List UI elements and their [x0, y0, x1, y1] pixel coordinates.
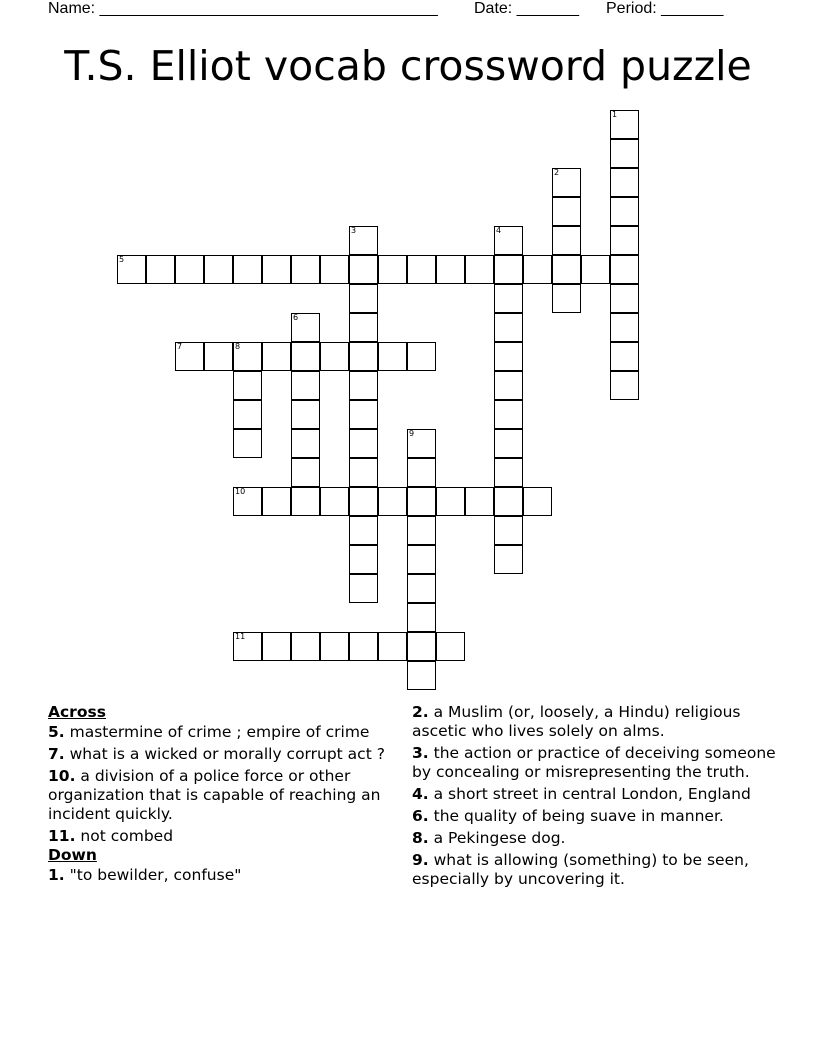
grid-cell[interactable]: [291, 632, 320, 661]
cell-number: 6: [293, 313, 299, 322]
cell-number: 9: [409, 429, 415, 438]
clue-number: 3.: [412, 744, 429, 762]
cell-number: 3: [351, 226, 357, 235]
grid-cell[interactable]: [494, 458, 523, 487]
grid-cell[interactable]: [378, 487, 407, 516]
grid-cell[interactable]: [523, 255, 552, 284]
grid-cell[interactable]: [320, 255, 349, 284]
clue-number: 7.: [48, 745, 65, 763]
grid-cell[interactable]: [349, 226, 378, 255]
grid-cell[interactable]: [407, 574, 436, 603]
grid-cell[interactable]: [204, 342, 233, 371]
grid-cell[interactable]: [175, 342, 204, 371]
grid-cell[interactable]: [262, 632, 291, 661]
across-clue-11: [48, 827, 396, 846]
grid-cell[interactable]: [610, 139, 639, 168]
grid-cell[interactable]: [291, 429, 320, 458]
grid-cell[interactable]: [233, 371, 262, 400]
grid-cell[interactable]: [349, 313, 378, 342]
cell-number: 4: [496, 226, 502, 235]
grid-cell[interactable]: [552, 168, 581, 197]
grid-cell[interactable]: [349, 545, 378, 574]
grid-cell[interactable]: [349, 516, 378, 545]
clue-number: 9.: [412, 851, 429, 869]
grid-cell[interactable]: [494, 516, 523, 545]
cell-number: 7: [177, 342, 183, 351]
grid-cell[interactable]: [494, 342, 523, 371]
grid-cell[interactable]: [233, 487, 262, 516]
date-field-label: Date: _______: [474, 0, 579, 17]
grid-cell[interactable]: [291, 255, 320, 284]
grid-cell[interactable]: [233, 342, 262, 371]
grid-cell[interactable]: [291, 342, 320, 371]
across-clue-7: [48, 745, 396, 764]
grid-cell[interactable]: [610, 226, 639, 255]
period-field-label: Period: _______: [606, 0, 724, 17]
grid-cell[interactable]: [320, 342, 349, 371]
grid-cell[interactable]: [610, 197, 639, 226]
grid-cell[interactable]: [494, 313, 523, 342]
clue-text: mastermine of crime ; empire of crime: [69, 723, 370, 741]
grid-cell[interactable]: [349, 632, 378, 661]
grid-cell[interactable]: [407, 661, 436, 690]
cell-number: 2: [554, 168, 560, 177]
down-clue-6: [412, 807, 782, 826]
grid-cell[interactable]: [291, 458, 320, 487]
grid-cell[interactable]: [581, 255, 610, 284]
down-clue-2: [412, 703, 782, 741]
page-title: T.S. Elliot vocab crossword puzzle: [64, 42, 752, 90]
grid-cell[interactable]: [349, 458, 378, 487]
grid-cell[interactable]: [552, 226, 581, 255]
clue-text: a division of a police force or other organization that is capable of reaching an incident quickly.: [48, 767, 381, 823]
cell-number: 11: [235, 632, 246, 641]
cell-number: 10: [235, 487, 246, 496]
grid-cell[interactable]: [436, 255, 465, 284]
grid-cell[interactable]: [117, 255, 146, 284]
clue-number: 5.: [48, 723, 65, 741]
grid-cell[interactable]: [494, 226, 523, 255]
clue-text: "to bewilder, confuse": [69, 866, 242, 884]
grid-cell[interactable]: [349, 574, 378, 603]
grid-cell[interactable]: [465, 487, 494, 516]
grid-cell[interactable]: [233, 400, 262, 429]
grid-cell[interactable]: [407, 632, 436, 661]
grid-cell[interactable]: [610, 168, 639, 197]
grid-cell[interactable]: [494, 255, 523, 284]
grid-cell[interactable]: [349, 400, 378, 429]
clue-number: 10.: [48, 767, 76, 785]
clue-text: what is allowing (something) to be seen, especially by uncovering it.: [412, 851, 749, 888]
clue-text: the action or practice of deceiving someone by concealing or misrepresenting the truth.: [412, 744, 776, 781]
clue-number: 6.: [412, 807, 429, 825]
grid-cell[interactable]: [407, 458, 436, 487]
grid-cell[interactable]: [262, 342, 291, 371]
grid-cell[interactable]: [349, 284, 378, 313]
grid-cell[interactable]: [291, 371, 320, 400]
grid-cell[interactable]: [494, 487, 523, 516]
grid-cell[interactable]: [349, 429, 378, 458]
grid-cell[interactable]: [407, 545, 436, 574]
clue-text: a Muslim (or, loosely, a Hindu) religious ascetic who lives solely on alms.: [412, 703, 741, 740]
cell-number: 5: [119, 255, 125, 264]
grid-cell[interactable]: [610, 110, 639, 139]
grid-cell[interactable]: [552, 284, 581, 313]
grid-cell[interactable]: [175, 255, 204, 284]
clue-number: 2.: [412, 703, 429, 721]
clue-text: a short street in central London, England: [433, 785, 751, 803]
grid-cell[interactable]: [407, 342, 436, 371]
down-clue-9: [412, 851, 782, 889]
grid-cell[interactable]: [146, 255, 175, 284]
clues-left-column: [48, 703, 396, 885]
grid-cell[interactable]: [494, 545, 523, 574]
grid-cell[interactable]: [349, 342, 378, 371]
grid-cell[interactable]: [233, 255, 262, 284]
name-field-label: Name: ______________________________________: [48, 0, 438, 17]
down-heading: Down: [48, 846, 97, 864]
grid-cell[interactable]: [233, 429, 262, 458]
across-clue-10: [48, 767, 396, 824]
clue-number: 1.: [48, 866, 65, 884]
cell-number: 1: [612, 110, 618, 119]
grid-cell[interactable]: [552, 255, 581, 284]
grid-cell[interactable]: [291, 487, 320, 516]
clue-number: 11.: [48, 827, 76, 845]
grid-cell[interactable]: [349, 371, 378, 400]
clue-text: the quality of being suave in manner.: [433, 807, 724, 825]
clue-text: what is a wicked or morally corrupt act ?: [69, 745, 385, 763]
clue-number: 4.: [412, 785, 429, 803]
grid-cell[interactable]: [610, 371, 639, 400]
grid-cell[interactable]: [494, 400, 523, 429]
clue-number: 8.: [412, 829, 429, 847]
grid-cell[interactable]: [291, 400, 320, 429]
clue-text: a Pekingese dog.: [433, 829, 566, 847]
grid-cell[interactable]: [204, 255, 233, 284]
grid-cell[interactable]: [349, 487, 378, 516]
grid-cell[interactable]: [407, 603, 436, 632]
across-clue-5: [48, 723, 396, 742]
grid-cell[interactable]: [407, 516, 436, 545]
down-clue-1: [48, 866, 396, 885]
grid-cell[interactable]: [610, 342, 639, 371]
grid-cell[interactable]: [407, 487, 436, 516]
grid-cell[interactable]: [378, 255, 407, 284]
down-clue-8: [412, 829, 782, 848]
grid-cell[interactable]: [494, 429, 523, 458]
grid-cell[interactable]: [523, 487, 552, 516]
grid-cell[interactable]: [233, 632, 262, 661]
grid-cell[interactable]: [407, 429, 436, 458]
grid-cell[interactable]: [407, 255, 436, 284]
down-clue-4: [412, 785, 782, 804]
grid-cell[interactable]: [291, 313, 320, 342]
grid-cell[interactable]: [494, 284, 523, 313]
grid-cell[interactable]: [465, 255, 494, 284]
grid-cell[interactable]: [378, 632, 407, 661]
grid-cell[interactable]: [494, 371, 523, 400]
grid-cell[interactable]: [320, 632, 349, 661]
cell-number: 8: [235, 342, 241, 351]
grid-cell[interactable]: [610, 284, 639, 313]
grid-cell[interactable]: [262, 255, 291, 284]
across-heading: Across: [48, 703, 106, 721]
grid-cell[interactable]: [610, 255, 639, 284]
grid-cell[interactable]: [436, 487, 465, 516]
grid-cell[interactable]: [552, 197, 581, 226]
grid-cell[interactable]: [320, 487, 349, 516]
down-clue-3: [412, 744, 782, 782]
grid-cell[interactable]: [610, 313, 639, 342]
grid-cell[interactable]: [378, 342, 407, 371]
grid-cell[interactable]: [436, 632, 465, 661]
grid-cell[interactable]: [262, 487, 291, 516]
clues-right-column: [412, 703, 782, 889]
clue-text: not combed: [80, 827, 174, 845]
grid-cell[interactable]: [349, 255, 378, 284]
